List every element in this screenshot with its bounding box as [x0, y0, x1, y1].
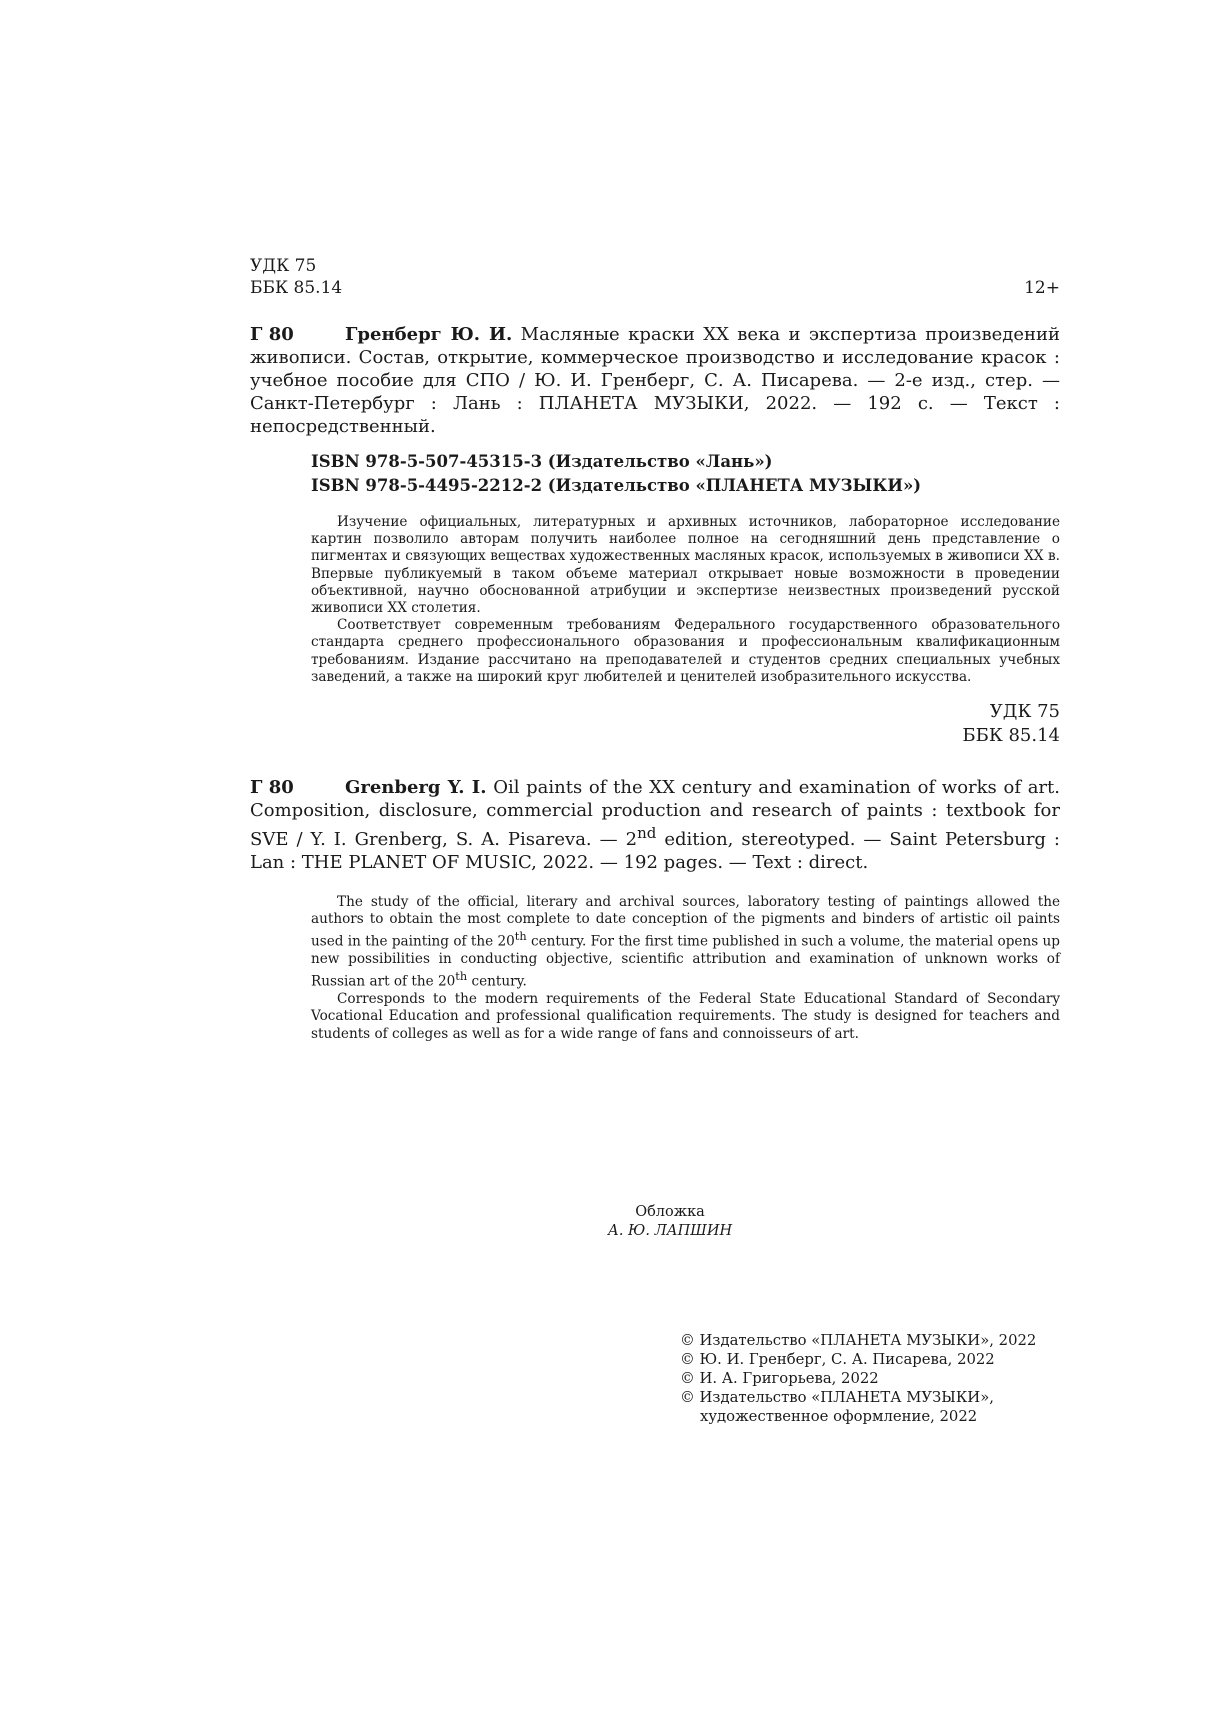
isbn-planeta: ISBN 978-5-4495-2212-2 (Издательство «ПЛАНЕТА МУЗЫКИ»): [311, 476, 922, 495]
en-annotation-paragraph: [311, 894, 1060, 991]
bbk-code: ББК 85.14: [250, 278, 343, 298]
en-bibliographic-entry: [250, 776, 1060, 874]
en-annotation-text: The study of the official, literary and archival sources, laboratory testing of paintings allowed the authors to obtain the most complete to date conception of the pigments and binders of artistic oil paints used in the painting of the 20: [311, 894, 1060, 950]
en-annotation-text: century. For the first time published in such a volume, the material opens up new possibilities in conducting objective, scientific attribution and examination of unknown works of Russian art of the 20: [311, 933, 1060, 990]
en-annotation-text: century.: [467, 973, 527, 990]
cover-credit: [250, 1203, 1060, 1241]
ru-annotation-paragraph: Соответствует современным требованиям Федерального государственного образовательного стандарта среднего профессионального образования и профессиональным квалификационным требованиям. Издание рассчитано на преподавателей и студентов средних специальных учебных заведений, а также на широкий круг любителей и ценителей изобразительного искусства.: [311, 617, 1060, 685]
isbn-list: [250, 450, 1060, 498]
udk-code: УДК 75: [250, 256, 317, 276]
author-mark: Г 80: [250, 324, 294, 345]
ordinal-superscript: th: [455, 969, 468, 984]
en-annotation-paragraph: Corresponds to the modern requirements of the Federal State Educational Standard of Secondary Vocational Education and professional qualification requirements. The study is designed for teachers and students of colleges as well as for a wide range of fans and connoisseurs of art.: [311, 991, 1060, 1042]
isbn-lan: ISBN 978-5-507-45315-3 (Издательство «Лань»): [311, 452, 773, 471]
ru-description: Масляные краски XX века и экспертиза произведений живописи. Состав, открытие, коммерческое производство и исследование красок : учебное пособие для СПО / Ю. И. Гренберг, С. А. Писарева. — 2-е изд., стер. — Санкт-Петербург : Лань : ПЛАНЕТА МУЗЫКИ, 2022. — 192 с. — Текст : непосредственный.: [250, 324, 1060, 437]
copyright-line: © Ю. И. Гренберг, С. А. Писарева, 2022: [680, 1351, 995, 1368]
en-annotation: [250, 894, 1060, 1043]
classification-footer: [250, 700, 1060, 748]
edition-superscript: nd: [637, 824, 657, 843]
ru-annotation-paragraph: Изучение официальных, литературных и архивных источников, лабораторное исследование картин позволило авторам получить наиболее полное на сегодняшний день представление о пигментах и связующих веществах художественных масляных красок, используемых в живописи XX в. Впервые публикуемый в таком объеме материал открывает новые возможности в проведении объективной, научно обоснованной атрибуции и экспертизе неизвестных произведений русской живописи XX столетия.: [311, 514, 1060, 617]
ru-author: Гренберг Ю. И.: [345, 324, 513, 345]
cover-artist: А. Ю. ЛАПШИН: [607, 1223, 733, 1239]
age-rating: 12+: [1024, 278, 1060, 298]
ru-catalog-card: [250, 323, 1060, 438]
udk-code-repeat: УДК 75: [989, 701, 1060, 723]
copyright-line: © Издательство «ПЛАНЕТА МУЗЫКИ», 2022: [680, 1332, 1037, 1349]
ru-annotation: [250, 514, 1060, 686]
author-mark-en: Г 80: [250, 777, 294, 799]
en-description-part1: Oil paints of the XX century and examination of works of art. Composition, disclosure, commercial production and research of paints : textbook for SVE / Y. I. Grenberg, S. A. Pisareva. — 2: [250, 777, 1060, 851]
en-description-part2: edition, stereotyped. — Saint Petersburg : Lan : THE PLANET OF MUSIC, 2022. — 192 pages. — Text : direct.: [250, 829, 1061, 874]
ordinal-superscript: th: [514, 929, 527, 944]
copyright-line: © И. А. Григорьева, 2022: [680, 1370, 879, 1387]
imprint-page-content: [250, 255, 1061, 1425]
ru-bibliographic-entry: [250, 323, 1060, 438]
classification-header: [250, 255, 1060, 299]
copyright-line: © Издательство «ПЛАНЕТА МУЗЫКИ», художественное оформление, 2022: [680, 1389, 994, 1425]
en-author: Grenberg Y. I.: [345, 777, 487, 799]
cover-label: Обложка: [635, 1204, 705, 1220]
bbk-code-repeat: ББК 85.14: [962, 725, 1060, 747]
copyright-list: [680, 1331, 1060, 1426]
en-catalog-card: [250, 776, 1060, 874]
